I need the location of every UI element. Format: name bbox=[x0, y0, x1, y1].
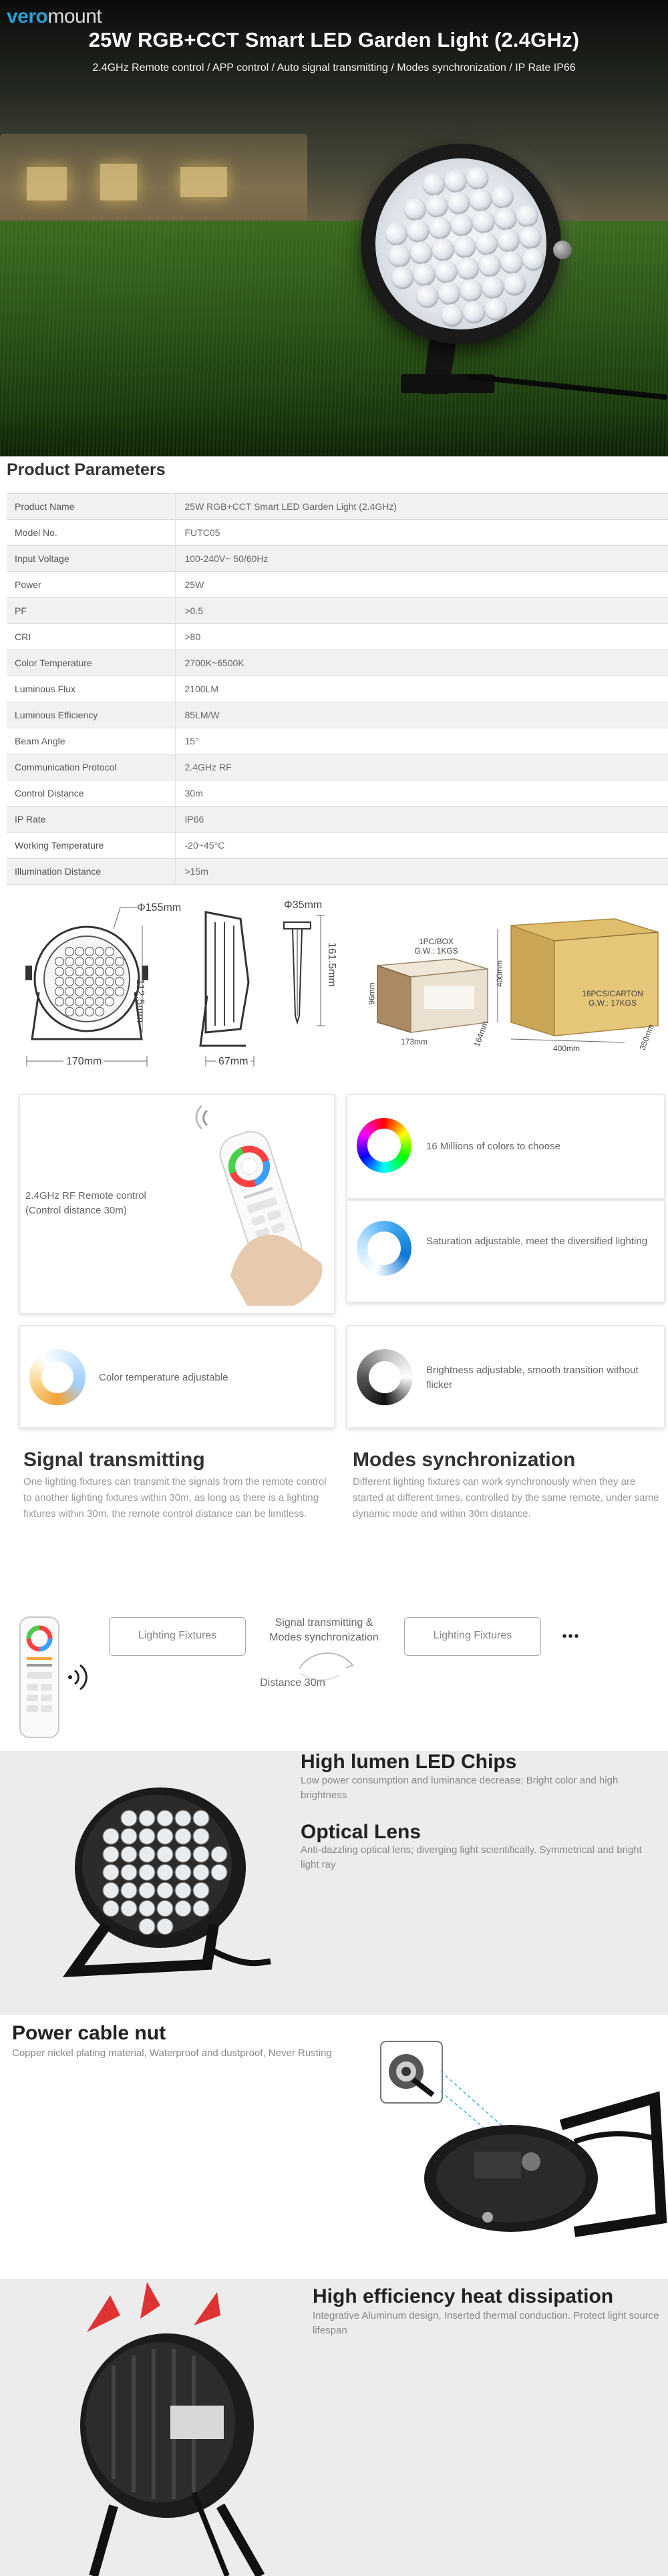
led-bead bbox=[86, 998, 94, 1006]
box-height-label: 96mm bbox=[367, 982, 377, 1005]
led-bead bbox=[106, 968, 114, 976]
param-value: 2700K~6500K bbox=[175, 650, 668, 676]
led-bead bbox=[106, 978, 114, 986]
led-bead bbox=[402, 196, 428, 222]
led-bead bbox=[86, 958, 94, 966]
hero-subtitle: 2.4GHz Remote control / APP control / Auto signal transmitting / Modes synchronization / IP Rate IP66 bbox=[92, 62, 576, 74]
led-bead bbox=[480, 275, 505, 300]
color-temperature-ring-icon bbox=[29, 1349, 86, 1405]
led-bead bbox=[75, 968, 84, 976]
carton-width-label: 400mm bbox=[553, 1044, 580, 1053]
led-bead bbox=[121, 1882, 137, 1898]
led-bead bbox=[139, 1882, 155, 1898]
front-view-drawing bbox=[25, 907, 148, 1066]
led-bead bbox=[65, 978, 74, 986]
led-bead bbox=[65, 998, 74, 1006]
led-bead bbox=[103, 1900, 119, 1916]
led-bead bbox=[211, 1864, 227, 1880]
led-bead bbox=[55, 968, 64, 976]
led-bead bbox=[139, 1900, 155, 1916]
param-key: Model No. bbox=[7, 520, 175, 546]
led-bead bbox=[139, 1918, 155, 1935]
led-bead bbox=[502, 271, 527, 297]
led-bead bbox=[440, 303, 465, 328]
saturation-ring-icon bbox=[357, 1221, 411, 1276]
led-bead bbox=[421, 172, 446, 197]
led-bead bbox=[96, 948, 104, 956]
param-key: Luminous Efficiency bbox=[7, 702, 175, 728]
led-bead bbox=[175, 1810, 191, 1826]
led-bead bbox=[193, 1828, 209, 1844]
lens-title: Optical Lens bbox=[301, 1821, 422, 1843]
params-row bbox=[7, 546, 668, 572]
led-bead bbox=[75, 988, 84, 996]
led-bead bbox=[433, 259, 458, 284]
led-bead bbox=[468, 187, 493, 212]
led-bead bbox=[471, 209, 496, 235]
signal-title: Signal transmitting bbox=[23, 1449, 205, 1471]
led-bead bbox=[452, 234, 477, 259]
led-bead bbox=[106, 958, 114, 966]
led-bead bbox=[139, 1810, 155, 1826]
led-bead bbox=[121, 1846, 137, 1862]
param-value: 100-240V~ 50/60Hz bbox=[175, 546, 668, 572]
carton-height-label: 400mm bbox=[495, 960, 505, 988]
brand-logo-part1: vero bbox=[7, 5, 48, 27]
led-bead bbox=[175, 1864, 191, 1880]
led-bead bbox=[86, 978, 94, 986]
led-bead bbox=[157, 1918, 173, 1935]
led-bead bbox=[498, 250, 524, 275]
led-bead bbox=[103, 1846, 119, 1862]
param-key: Input Voltage bbox=[7, 546, 175, 572]
led-bead bbox=[446, 190, 471, 216]
dim-stake-length-label: 161.5mm bbox=[326, 942, 337, 987]
feature-brightness-text: Brightness adjustable, smooth transition without flicker bbox=[426, 1365, 639, 1391]
flow-box-lighting-fixtures-1: Lighting Fixtures bbox=[109, 1617, 246, 1656]
dim-depth-label: 67mm bbox=[216, 1056, 251, 1068]
led-bead bbox=[116, 978, 124, 986]
carton-drawing bbox=[498, 919, 658, 1042]
led-bead bbox=[477, 253, 502, 278]
led-bead bbox=[411, 262, 437, 287]
led-bead bbox=[103, 1882, 119, 1898]
feature-brightness bbox=[346, 1325, 665, 1429]
flow-middle-label: Signal transmitting & Modes synchronization bbox=[269, 1617, 379, 1643]
led-bead bbox=[461, 299, 486, 325]
led-bead bbox=[474, 231, 499, 256]
led-bead bbox=[103, 1864, 119, 1880]
led-bead bbox=[103, 1828, 119, 1844]
led-bead bbox=[520, 247, 546, 272]
led-bead bbox=[449, 212, 474, 237]
led-bead bbox=[157, 1882, 173, 1898]
led-bead bbox=[121, 1810, 137, 1826]
led-bead bbox=[193, 1810, 209, 1826]
param-key: Product Name bbox=[7, 494, 175, 520]
brightness-ring-icon bbox=[357, 1349, 413, 1405]
param-key: Color Temperature bbox=[7, 650, 175, 676]
led-bead bbox=[517, 225, 542, 250]
led-bead bbox=[157, 1864, 173, 1880]
led-bead bbox=[116, 988, 124, 996]
param-value: 30m bbox=[175, 780, 668, 807]
led-bead bbox=[55, 998, 64, 1006]
param-key: CRI bbox=[7, 624, 175, 650]
led-bead bbox=[106, 988, 114, 996]
led-bead bbox=[157, 1828, 173, 1844]
led-bead bbox=[193, 1846, 209, 1862]
params-row bbox=[7, 807, 668, 833]
led-bead bbox=[157, 1900, 173, 1916]
param-value: >15m bbox=[175, 859, 668, 885]
param-value: >0.5 bbox=[175, 598, 668, 624]
led-bead bbox=[414, 284, 440, 309]
param-value: FUTC05 bbox=[175, 520, 668, 546]
params-row bbox=[7, 702, 668, 728]
box-width-label: 173mm bbox=[401, 1037, 428, 1046]
box-depth-label: 164mm bbox=[472, 1019, 490, 1048]
param-value: 2.4GHz RF bbox=[175, 754, 668, 780]
led-bead bbox=[175, 1846, 191, 1862]
led-bead bbox=[106, 948, 114, 956]
led-bead bbox=[86, 948, 94, 956]
led-bead bbox=[139, 1864, 155, 1880]
house-window bbox=[27, 167, 67, 200]
led-bead bbox=[55, 988, 64, 996]
led-bead bbox=[55, 958, 64, 966]
saturation-ring-hole bbox=[367, 1232, 401, 1265]
side-view-drawing bbox=[200, 912, 254, 1066]
dimensions-section bbox=[0, 895, 668, 1096]
dim-stake-diameter-label: Φ35mm bbox=[284, 899, 323, 911]
flow-box-lighting-fixtures-2: Lighting Fixtures bbox=[404, 1617, 541, 1656]
carton-label: 16PCS/CARTON G.W.: 17KGS bbox=[582, 989, 643, 1008]
flow-distance-label: Distance 30m bbox=[260, 1677, 325, 1689]
led-bead bbox=[116, 958, 124, 966]
param-key: Working Temperature bbox=[7, 833, 175, 859]
param-value: -20~45°C bbox=[175, 833, 668, 859]
param-value: 25W bbox=[175, 572, 668, 598]
led-bead bbox=[430, 237, 456, 263]
brightness-ring-hole bbox=[369, 1361, 401, 1393]
led-bead bbox=[514, 203, 540, 229]
house-window bbox=[100, 164, 137, 200]
feature-saturation bbox=[346, 1199, 665, 1303]
led-bead bbox=[75, 1008, 84, 1016]
feature-colors bbox=[346, 1094, 665, 1199]
stake-drawing bbox=[284, 915, 325, 1026]
led-bead bbox=[436, 281, 462, 306]
dim-width-label: 170mm bbox=[63, 1056, 104, 1068]
led-bead bbox=[96, 978, 104, 986]
house-window bbox=[180, 167, 227, 197]
params-row bbox=[7, 676, 668, 702]
led-bead bbox=[139, 1828, 155, 1844]
cable-nut-image bbox=[374, 2031, 668, 2272]
led-bead bbox=[96, 998, 104, 1006]
led-bead bbox=[75, 998, 84, 1006]
led-bead bbox=[458, 277, 484, 303]
led-bead bbox=[193, 1864, 209, 1880]
dim-diameter-label: Φ155mm bbox=[137, 902, 182, 913]
params-row bbox=[7, 650, 668, 676]
feature-color-temperature bbox=[19, 1325, 335, 1429]
param-key: Illumination Distance bbox=[7, 859, 175, 885]
params-row bbox=[7, 598, 668, 624]
params-row bbox=[7, 494, 668, 520]
param-key: IP Rate bbox=[7, 807, 175, 833]
params-title: Product Parameters bbox=[7, 460, 166, 479]
led-bead bbox=[75, 948, 84, 956]
color-wheel-icon bbox=[357, 1118, 411, 1173]
led-bead bbox=[116, 968, 124, 976]
hero-title: 25W RGB+CCT Smart LED Garden Light (2.4GHz) bbox=[88, 28, 580, 51]
param-value: 2100LM bbox=[175, 676, 668, 702]
color-wheel-hole bbox=[367, 1129, 401, 1162]
param-key: Control Distance bbox=[7, 780, 175, 807]
led-bead bbox=[383, 221, 409, 247]
led-bead bbox=[427, 215, 452, 241]
led-bead bbox=[389, 265, 415, 291]
heat-body: Integrative Aluminum design, Inserted thermal conduction. Protect light source lifespan bbox=[313, 2310, 659, 2336]
led-bead bbox=[175, 1900, 191, 1916]
led-bead bbox=[106, 998, 114, 1006]
led-bead bbox=[65, 1008, 74, 1016]
led-bead bbox=[405, 219, 430, 244]
chips-body: Low power consumption and luminance decrease; Bright color and high brightness bbox=[301, 1775, 619, 1801]
led-bead bbox=[490, 184, 515, 210]
dim-height-label: 112.5mm bbox=[134, 979, 146, 1023]
feature-color-temp-text: Color temperature adjustable bbox=[99, 1372, 228, 1383]
garden-light-side-image bbox=[47, 1764, 274, 1985]
led-bead bbox=[121, 1828, 137, 1844]
led-bead bbox=[193, 1882, 209, 1898]
param-key: Beam Angle bbox=[7, 728, 175, 754]
led-bead bbox=[175, 1828, 191, 1844]
led-bead bbox=[86, 988, 94, 996]
param-key: Communication Protocol bbox=[7, 754, 175, 780]
hero-banner bbox=[0, 0, 668, 456]
param-value: IP66 bbox=[175, 807, 668, 833]
param-key: Power bbox=[7, 572, 175, 598]
led-bead bbox=[65, 958, 74, 966]
led-bead bbox=[86, 968, 94, 976]
led-bead bbox=[96, 1008, 104, 1016]
modes-title: Modes synchronization bbox=[353, 1449, 576, 1471]
brand-logo bbox=[7, 5, 102, 28]
led-bead bbox=[193, 1900, 209, 1916]
param-key: PF bbox=[7, 598, 175, 624]
param-value: 85LM/W bbox=[175, 702, 668, 728]
led-bead bbox=[96, 958, 104, 966]
params-row bbox=[7, 624, 668, 650]
nut-body: Copper nickel plating material, Waterproof and dustproof, Never Rusting bbox=[12, 2047, 332, 2059]
led-bead bbox=[211, 1846, 227, 1862]
led-bead bbox=[75, 958, 84, 966]
box-label: 1PC/BOX G.W.: 1KGS bbox=[414, 937, 458, 956]
feature-colors-text: 16 Millions of colors to choose bbox=[426, 1141, 560, 1152]
color-temperature-ring-hole bbox=[41, 1361, 73, 1393]
param-value: 25W RGB+CCT Smart LED Garden Light (2.4GHz) bbox=[175, 494, 668, 520]
led-bead bbox=[386, 243, 411, 269]
led-bead bbox=[424, 193, 450, 219]
led-bead bbox=[464, 165, 490, 190]
led-bead bbox=[75, 978, 84, 986]
led-bead bbox=[483, 296, 508, 321]
params-row bbox=[7, 833, 668, 859]
param-value: 15° bbox=[175, 728, 668, 754]
params-table bbox=[7, 493, 668, 885]
led-bead bbox=[157, 1846, 173, 1862]
carton-depth-label: 350mm bbox=[637, 1022, 656, 1052]
led-bead bbox=[139, 1846, 155, 1862]
nut-title: Power cable nut bbox=[12, 2022, 166, 2044]
param-value: >80 bbox=[175, 624, 668, 650]
feature-saturation-text: Saturation adjustable, meet the diversified lighting bbox=[426, 1236, 648, 1247]
params-row bbox=[7, 780, 668, 807]
led-bead bbox=[492, 206, 518, 231]
brand-logo-part2: mount bbox=[47, 5, 102, 27]
led-bead bbox=[157, 1810, 173, 1826]
param-key: Luminous Flux bbox=[7, 676, 175, 702]
params-row bbox=[7, 520, 668, 546]
heat-dissipation-image bbox=[40, 2279, 307, 2576]
flow-remote-icon bbox=[13, 1610, 94, 1744]
feature-remote-control bbox=[19, 1094, 335, 1314]
led-bead bbox=[121, 1864, 137, 1880]
led-bead bbox=[96, 988, 104, 996]
gift-box-drawing bbox=[377, 959, 488, 1032]
led-bead bbox=[408, 240, 434, 265]
led-bead bbox=[65, 988, 74, 996]
led-bead bbox=[455, 256, 480, 281]
modes-body: Different lighting fixtures can work synchronously when they are started at different times, controlled by the same remote, under same dynamic mode and within 30m distance. bbox=[353, 1476, 659, 1520]
led-bead bbox=[443, 168, 468, 194]
params-row bbox=[7, 859, 668, 885]
led-bead bbox=[121, 1900, 137, 1916]
signal-body: One lighting fixtures can transmit the signals from the remote control to another lighting fixtures within 30m, as long as there is a lighting fixtures within 30m, the remote control distance can be limitless. bbox=[23, 1476, 327, 1520]
feature-remote-text: 2.4GHz RF Remote control (Control distance 30m) bbox=[25, 1190, 146, 1216]
params-row bbox=[7, 728, 668, 754]
lamp-led-array bbox=[364, 147, 557, 340]
led-bead bbox=[175, 1882, 191, 1898]
led-bead bbox=[496, 228, 521, 253]
led-bead bbox=[65, 948, 74, 956]
params-row bbox=[7, 572, 668, 598]
led-bead bbox=[55, 978, 64, 986]
heat-title: High efficiency heat dissipation bbox=[313, 2285, 614, 2307]
lens-body: Anti-dazzling optical lens; diverging light scientifically. Symmetrical and bright light ray bbox=[301, 1844, 642, 1870]
lamp-adjust-knob bbox=[553, 241, 572, 259]
led-bead bbox=[96, 968, 104, 976]
flow-more-icon: ••• bbox=[562, 1629, 580, 1644]
led-bead bbox=[86, 1008, 94, 1016]
led-bead bbox=[65, 968, 74, 976]
chips-title: High lumen LED Chips bbox=[301, 1751, 517, 1773]
params-row bbox=[7, 754, 668, 780]
